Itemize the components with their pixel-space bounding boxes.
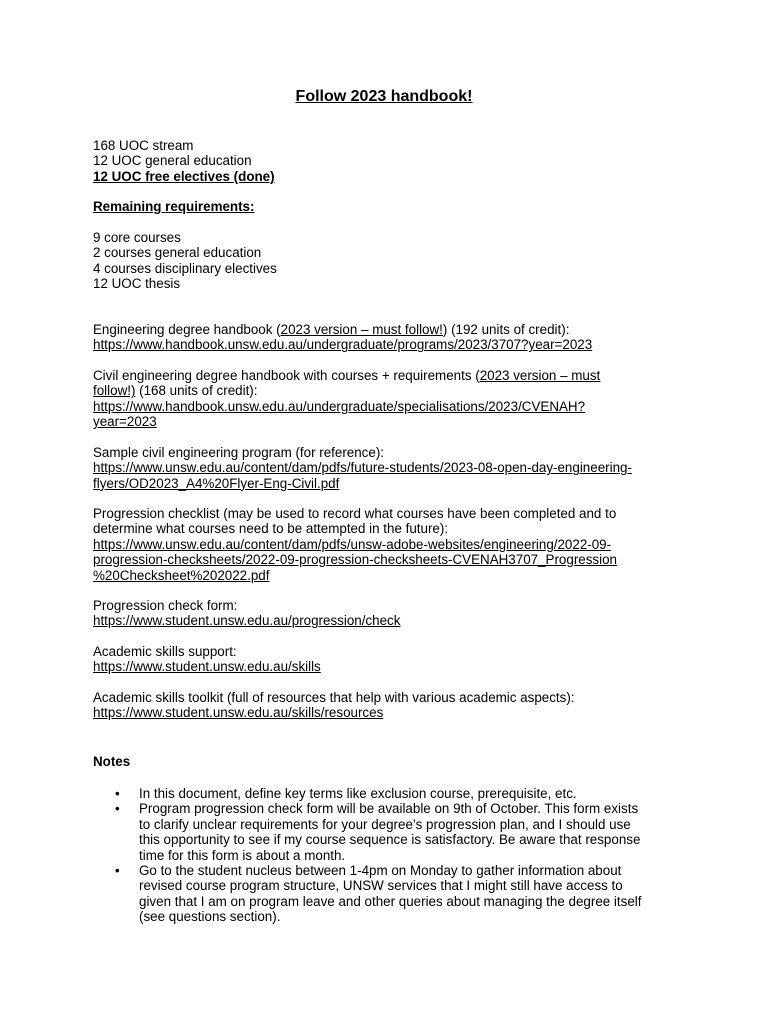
progression-checklist-link[interactable]: https://www.unsw.edu.au/content/dam/pdfs/unsw-adobe-websites/engineering/2022-09-	[93, 536, 612, 552]
civil-handbook-label: Civil engineering degree handbook with courses + requirements (	[93, 368, 480, 383]
civil-handbook-version-a: 2023 version – must	[479, 368, 601, 383]
sample-program-link-cont[interactable]: flyers/OD2023_A4%20Flyer-Eng-Civil.pdf	[93, 475, 340, 491]
uoc-stream: 168 UOC stream	[93, 138, 194, 153]
eng-handbook-link[interactable]: https://www.handbook.unsw.edu.au/undergraduate/programs/2023/3707?year=2023	[93, 337, 593, 353]
remaining-item: 12 UOC thesis	[93, 276, 181, 292]
progression-check-form-section	[93, 598, 683, 629]
progression-checklist-link-cont[interactable]: progression-checksheets/2022-09-progression-checksheets-CVENAH3707_Progression	[93, 552, 617, 568]
remaining-list	[93, 230, 683, 292]
note-line: In this document, define key terms like exclusion course, prerequisite, etc.	[139, 786, 577, 801]
notes-heading: Notes	[93, 754, 131, 769]
bullet-icon: •	[115, 863, 120, 879]
civil-handbook-credits: (168 units of credit):	[135, 383, 258, 399]
civil-handbook-version-b: follow!)	[93, 383, 136, 399]
note-line: this opportunity to see if my course sequence is satisfactory. Be aware that response	[139, 832, 641, 848]
note-line: Program progression check form will be available on 9th of October. This form exists	[139, 801, 639, 817]
progression-check-form-label: Progression check form:	[93, 598, 238, 613]
remaining-item: 9 core courses	[93, 230, 181, 245]
progression-checklist-section	[93, 506, 683, 583]
list-item	[93, 786, 683, 801]
note-line: (see questions section).	[139, 909, 281, 925]
academic-skills-toolkit-label: Academic skills toolkit (full of resources that help with various academic aspects):	[93, 690, 575, 705]
bullet-icon: •	[115, 801, 120, 817]
note-line: time for this form is about a month.	[139, 847, 346, 863]
bullet-icon: •	[115, 786, 120, 801]
eng-handbook-section	[93, 322, 683, 353]
note-line: revised course program structure, UNSW services that I might still have access to	[139, 878, 623, 894]
note-line: given that I am on program leave and other queries about managing the degree itself	[139, 893, 642, 909]
list-item	[93, 863, 683, 925]
academic-skills-toolkit-link[interactable]: https://www.student.unsw.edu.au/skills/resources	[93, 705, 384, 721]
civil-handbook-section	[93, 368, 683, 430]
progression-checklist-label: Progression checklist (may be used to record what courses have been completed and to	[93, 506, 617, 521]
academic-skills-support-link[interactable]: https://www.student.unsw.edu.au/skills	[93, 659, 321, 675]
notes-list	[93, 786, 683, 925]
academic-skills-support-section	[93, 644, 683, 675]
uoc-summary	[93, 138, 683, 184]
eng-handbook-credits: ) (192 units of credit):	[442, 322, 570, 337]
sample-program-label: Sample civil engineering program (for reference):	[93, 445, 385, 460]
progression-check-form-link[interactable]: https://www.student.unsw.edu.au/progression/check	[93, 613, 401, 629]
uoc-free-electives: 12 UOC free electives (done)	[93, 168, 275, 184]
page-title: Follow 2023 handbook!	[295, 88, 473, 105]
uoc-gen-ed: 12 UOC general education	[93, 153, 252, 169]
eng-handbook-version: 2023 version – must follow!	[280, 322, 443, 337]
eng-handbook-label: Engineering degree handbook (	[93, 322, 281, 337]
remaining-item: 4 courses disciplinary electives	[93, 260, 277, 276]
note-line: Go to the student nucleus between 1-4pm on Monday to gather information about	[139, 863, 622, 879]
sample-program-section	[93, 445, 683, 491]
sample-program-link[interactable]: https://www.unsw.edu.au/content/dam/pdfs/future-students/2023-08-open-day-engineering-	[93, 460, 632, 476]
note-line: to clarify unclear requirements for your degree’s progression plan, and I should use	[139, 816, 631, 832]
progression-checklist-label-cont: determine what courses need to be attempted in the future):	[93, 521, 449, 537]
civil-handbook-link-cont[interactable]: year=2023	[93, 414, 157, 430]
remaining-item: 2 courses general education	[93, 245, 262, 261]
remaining-heading: Remaining requirements:	[93, 199, 255, 214]
progression-checklist-link-end[interactable]: %20Checksheet%202022.pdf	[93, 567, 270, 583]
academic-skills-toolkit-section	[93, 690, 683, 721]
academic-skills-support-label: Academic skills support:	[93, 644, 237, 659]
civil-handbook-link[interactable]: https://www.handbook.unsw.edu.au/undergraduate/specialisations/2023/CVENAH?	[93, 398, 586, 414]
list-item	[93, 801, 683, 863]
